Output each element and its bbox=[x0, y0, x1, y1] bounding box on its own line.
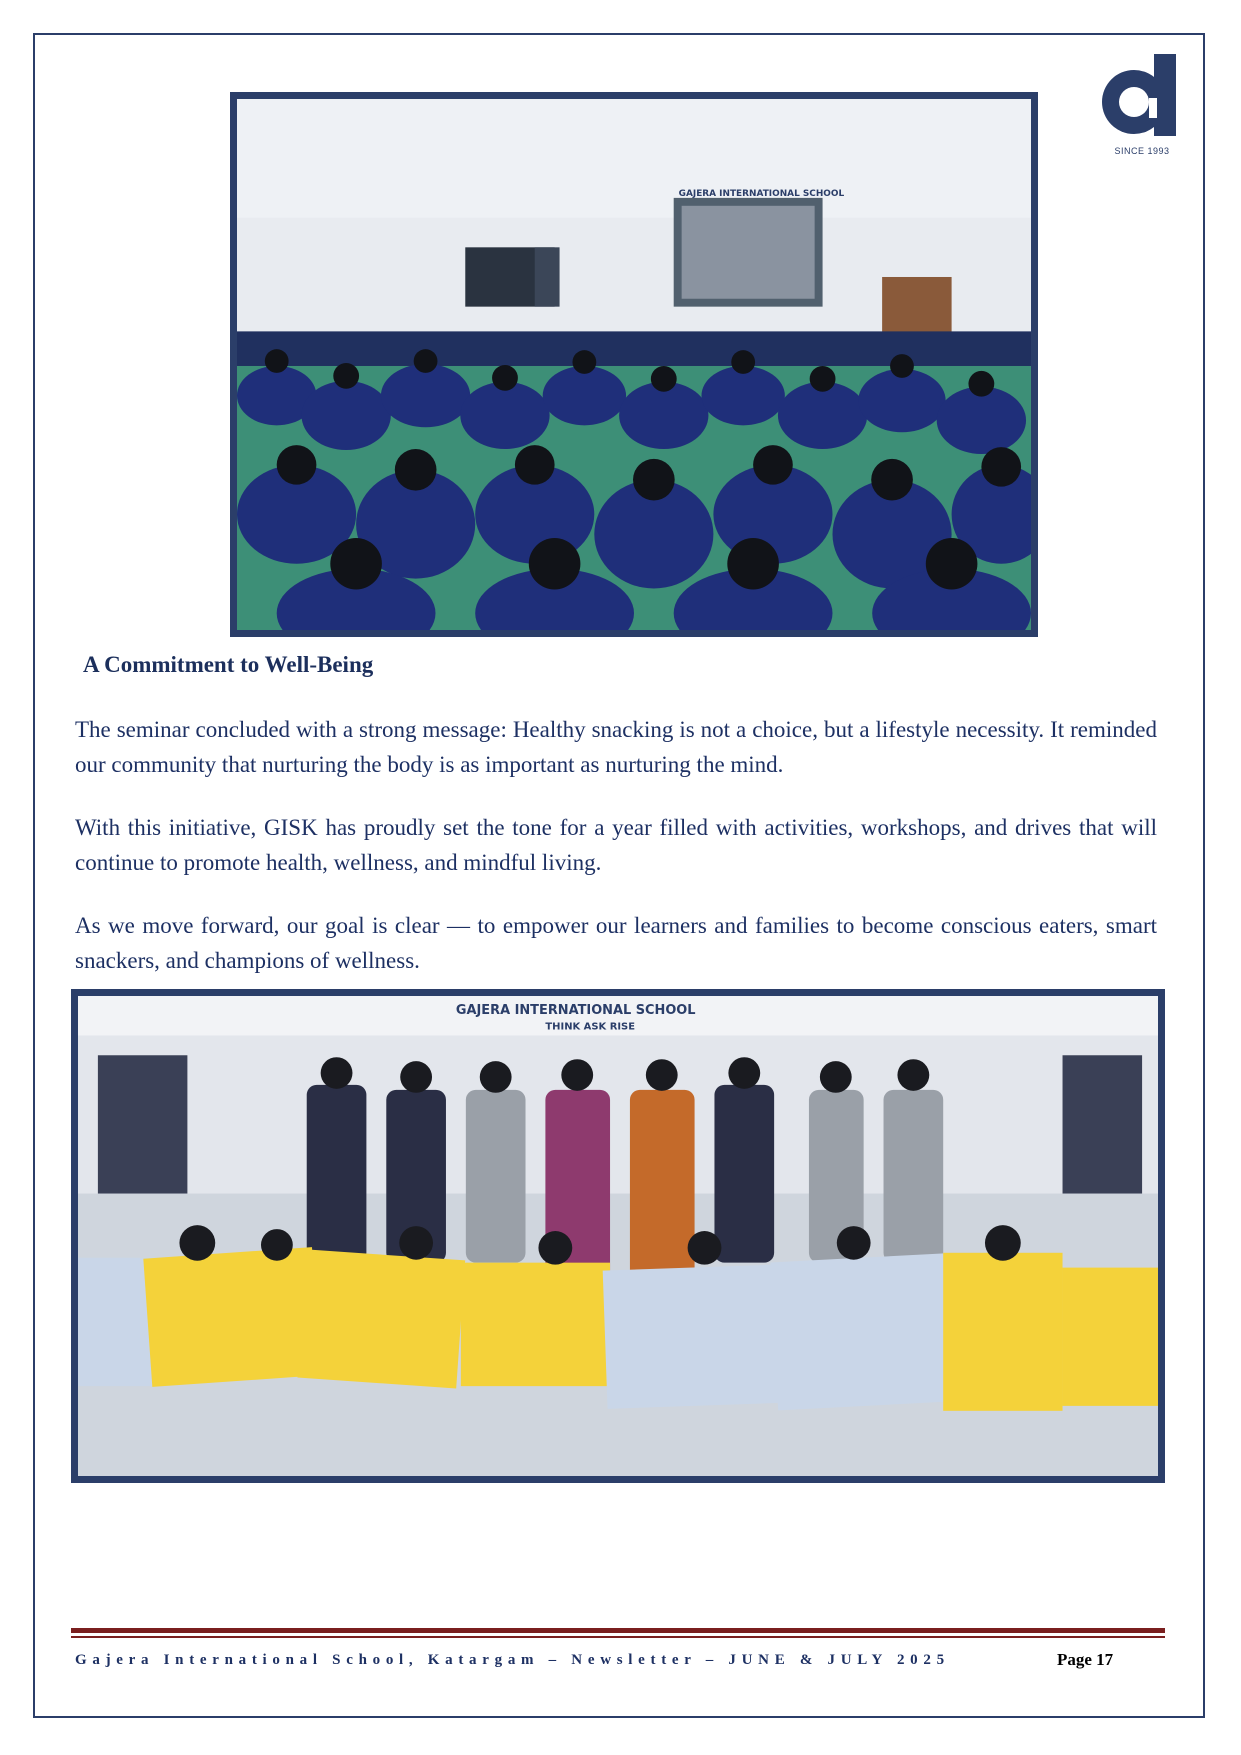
school-logo bbox=[1094, 48, 1190, 158]
section-heading: A Commitment to Well-Being bbox=[83, 652, 374, 677]
seminar-banner-text: GAJERA INTERNATIONAL SCHOOL bbox=[678, 188, 845, 199]
logo-mark-icon bbox=[1094, 48, 1190, 144]
group-tagline-text: THINK ASK RISE bbox=[545, 1021, 636, 1033]
footer-rule-thin bbox=[71, 1636, 1165, 1638]
paragraph-2: With this initiative, GISK has proudly set the tone for a year filled with activities, workshops, and drives that will continue to promote health, wellness, and mindful living. bbox=[75, 815, 1157, 875]
paragraph-3: As we move forward, our goal is clear — to empower our learners and families to become conscious eaters, smart snackers, and champions of wellness. bbox=[75, 913, 1157, 973]
group-photo-image bbox=[78, 996, 1158, 1476]
footer-page-number: Page 17 bbox=[1057, 1650, 1114, 1669]
footer-newsletter-title: Gajera International School, Katargam – Newsletter – JUNE & JULY 2025 bbox=[75, 1652, 950, 1668]
group-banner-text: GAJERA INTERNATIONAL SCHOOL bbox=[455, 1002, 696, 1018]
logo-since-text: SINCE 1993 bbox=[1114, 146, 1170, 156]
footer-rule-thick bbox=[71, 1628, 1165, 1633]
seminar-photo bbox=[230, 92, 1038, 637]
group-photo bbox=[71, 989, 1165, 1483]
seminar-photo-image bbox=[237, 99, 1031, 630]
paragraph-1: The seminar concluded with a strong message: Healthy snacking is not a choice, but a lifestyle necessity. It reminded our community that nurturing the body is as important as nurturing the mind. bbox=[75, 717, 1157, 777]
